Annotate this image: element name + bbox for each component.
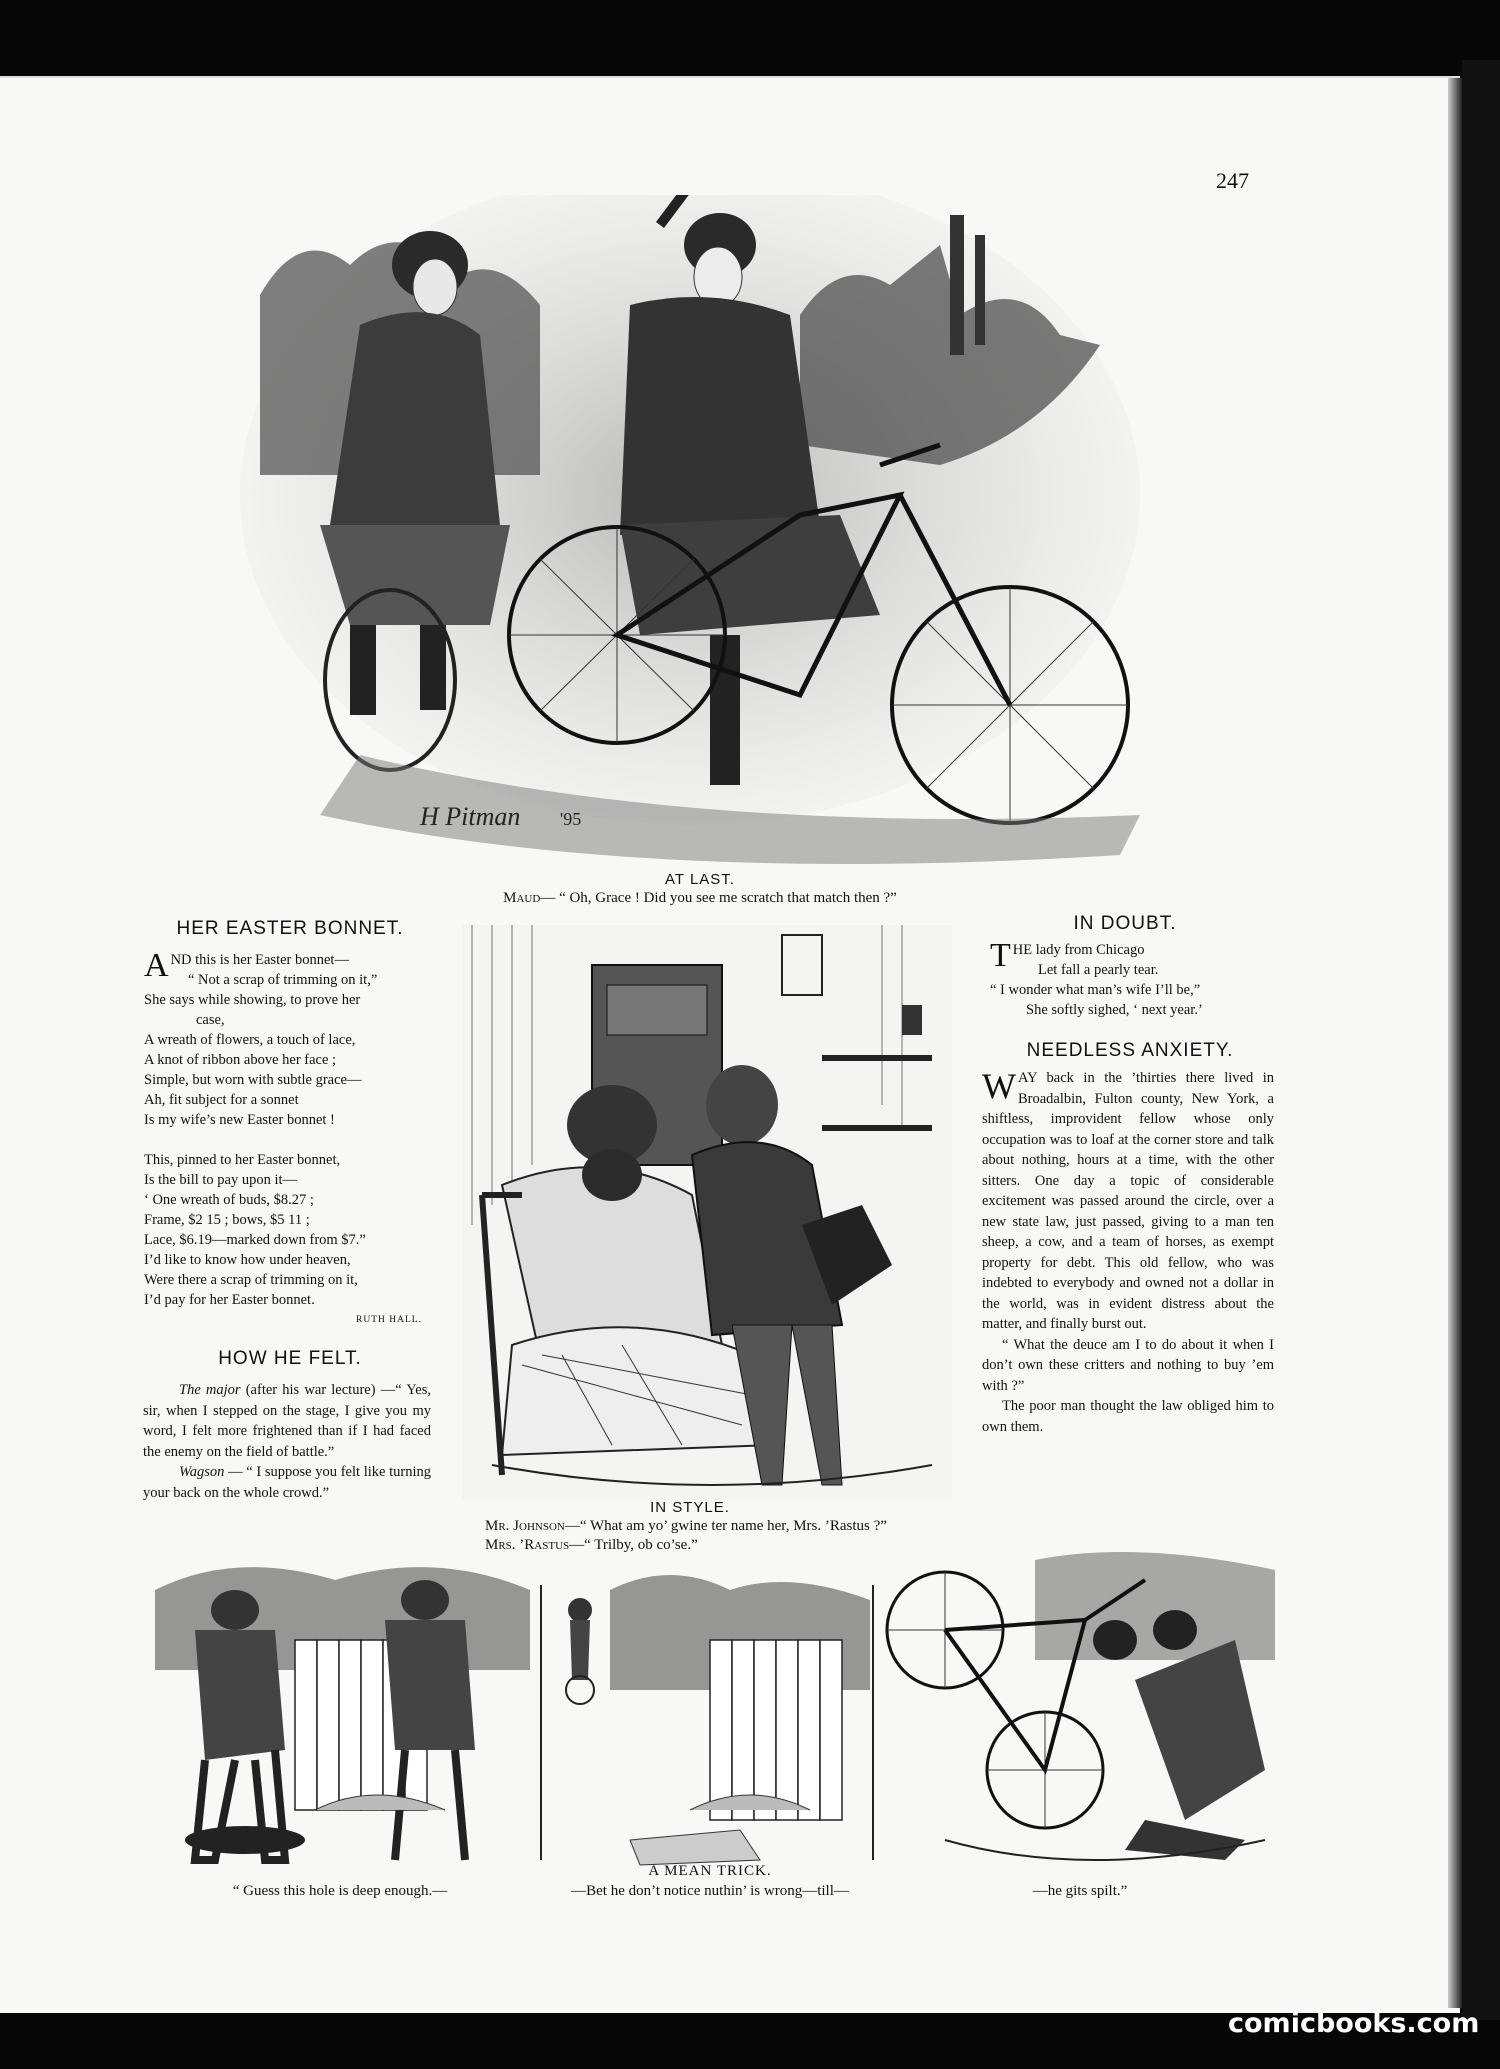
anxiety-paragraph: “ What the deuce am I to do about it when I don’t own these critters and nothing to buy ’em with ?”: [982, 1336, 1274, 1394]
how-he-felt-title: HOW HE FELT.: [218, 1348, 362, 1369]
mean-trick-panel-2: [550, 1560, 870, 1870]
how-he-felt-line: (after his war lecture) —“ Yes, sir, when I stepped on the stage, I give you my word, I felt more frightened than if I had faced the enemy on the field of battle.”: [143, 1382, 431, 1460]
maud-speaker: Maud: [503, 890, 541, 906]
mean-trick-title: A MEAN TRICK.: [648, 1863, 772, 1879]
poem-line: case,: [196, 1012, 225, 1028]
poem-line: A knot of ribbon above her face ;: [144, 1052, 337, 1068]
speaker-rastus: Mrs. ’Rastus: [485, 1537, 570, 1553]
poem-line: She softly sighed, ‘ next year.’: [1026, 1002, 1203, 1018]
anxiety-paragraph: AY back in the ’thirties there lived in Broadalbin, Fulton county, New York, a shiftless, improvident fellow whose only occupation was to loaf at the corner store and talk about nothing, hours at a time, with the other sitters. One day a topic of considerable excitement was passed around the circle, over a new state law, just passed, giving to a man ten sheep, a cow, and a team of horses, as exempt property for debt. This old fellow, who was indebted to everybody and owned not a dollar in the world, was in evident distress about the matter, and finally burst out.: [982, 1070, 1274, 1332]
drop-cap-t: T: [990, 937, 1011, 974]
her-easter-bonnet-poem: [144, 947, 434, 1330]
panel-divider: [540, 1585, 542, 1860]
poem-line: Let fall a pearly tear.: [1038, 962, 1159, 978]
in-style-title: IN STYLE.: [650, 1499, 730, 1516]
svg-text:H Pitman: H Pitman: [420, 802, 521, 831]
poem-line: Ah, fit subject for a sonnet: [144, 1092, 299, 1108]
at-last-caption: [380, 870, 1020, 908]
how-he-felt-line: — “ I suppose you felt like turning your back on the whole crowd.”: [143, 1464, 431, 1501]
speaker-johnson: Mr. Johnson: [485, 1518, 565, 1534]
artist-signature: '95: [560, 809, 582, 829]
poem-line: This, pinned to her Easter bonnet,: [144, 1152, 341, 1168]
speaker-major: The major: [179, 1382, 241, 1398]
maud-dialogue: — “ Oh, Grace ! Did you see me scratch that match then ?”: [540, 890, 897, 906]
poem-line: Frame, $2 15 ; bows, $5 11 ;: [144, 1212, 310, 1228]
author-credit: RUTH HALL.: [356, 1315, 422, 1325]
in-style-line: —“ What am yo’ gwine ter name her, Mrs. ’Rastus ?”: [564, 1518, 887, 1534]
needless-anxiety-text: [982, 1068, 1274, 1437]
mean-trick-panel-3: [885, 1540, 1275, 1870]
in-doubt-title: IN DOUBT.: [1073, 913, 1177, 934]
panel-divider: [872, 1585, 874, 1860]
in-style-line: —“ Trilby, ob co’se.”: [569, 1537, 698, 1553]
at-last-illustration: [240, 195, 1150, 875]
how-he-felt-text: [143, 1380, 431, 1503]
mean-trick-caption-1: “ Guess this hole is deep enough.—: [232, 1883, 448, 1899]
poem-line: Is the bill to pay upon it—: [144, 1172, 298, 1188]
needless-anxiety-title: NEEDLESS ANXIETY.: [1026, 1040, 1234, 1061]
poem-line: Lace, $6.19—marked down from $7.”: [144, 1232, 366, 1248]
scan-edge: [1462, 60, 1500, 2020]
poem-line: She says while showing, to prove her: [144, 992, 361, 1008]
poem-line: “ I wonder what man’s wife I’ll be,”: [990, 982, 1201, 998]
poem-line: ND this is her Easter bonnet—: [170, 952, 349, 968]
poem-line: A wreath of flowers, a touch of lace,: [144, 1032, 356, 1048]
her-easter-bonnet-title: HER EASTER BONNET.: [176, 918, 404, 939]
mean-trick-caption-2: —Bet he don’t notice nuthin’ is wrong—till—: [571, 1883, 849, 1899]
page-number: 247: [1216, 168, 1249, 193]
at-last-title: AT LAST.: [665, 871, 735, 888]
poem-line: HE lady from Chicago: [1012, 942, 1145, 958]
drop-cap-w: W: [982, 1066, 1016, 1106]
watermark: comicbooks.com: [1228, 2008, 1480, 2039]
poem-line: ‘ One wreath of buds, $8.27 ;: [144, 1192, 314, 1208]
drop-cap-a: A: [144, 947, 169, 984]
poem-line: I’d like to know how under heaven,: [144, 1252, 351, 1268]
in-style-illustration: [462, 925, 952, 1500]
poem-line: Were there a scrap of trimming on it,: [144, 1272, 358, 1288]
mean-trick-caption-3: —he gits spilt.”: [1032, 1883, 1128, 1899]
poem-line: “ Not a scrap of trimming on it,”: [188, 972, 378, 988]
mean-trick-panel-1: [155, 1550, 530, 1870]
poem-line: Is my wife’s new Easter bonnet !: [144, 1112, 335, 1128]
in-doubt-poem: [990, 937, 1280, 1020]
page-spine: [1448, 78, 1462, 2008]
poem-line: I’d pay for her Easter bonnet.: [144, 1292, 315, 1308]
anxiety-paragraph: The poor man thought the law obliged him to own them.: [982, 1398, 1274, 1435]
poem-line: Simple, but worn with subtle grace—: [144, 1072, 362, 1088]
speaker-wagson: Wagson: [179, 1464, 225, 1480]
